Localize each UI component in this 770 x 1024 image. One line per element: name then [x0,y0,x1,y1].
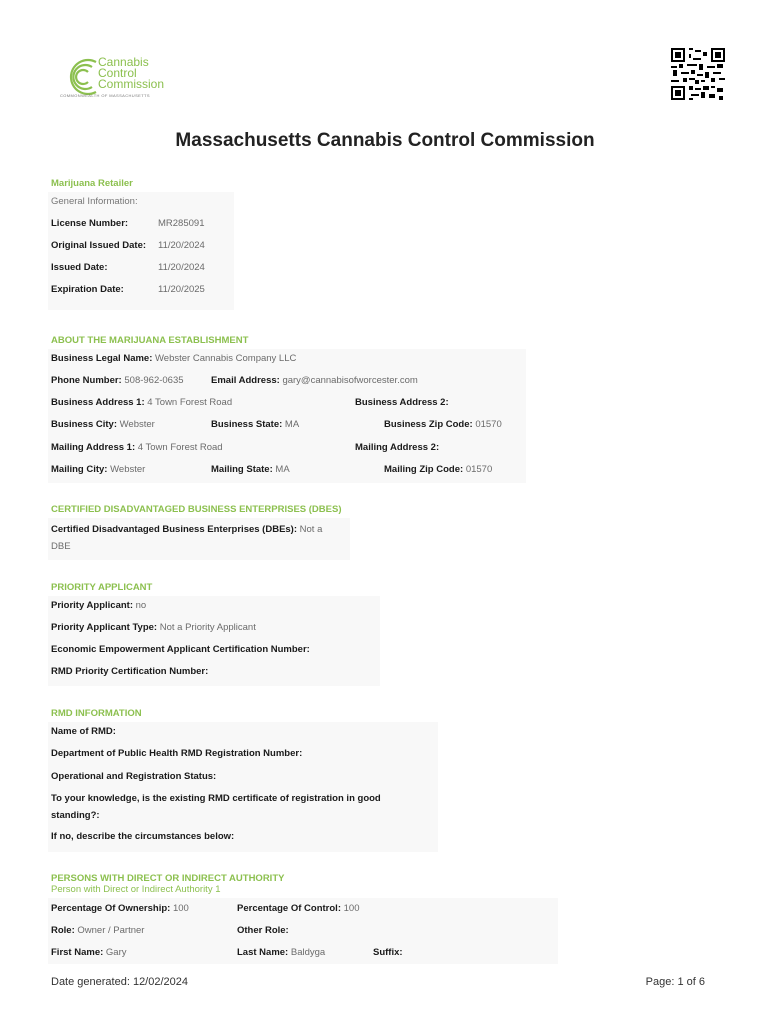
good-standing-label-continued: standing?: [51,810,100,821]
dph-registration-label: Department of Public Health RMD Registration Number: [51,748,303,759]
suffix-label: Suffix: [373,947,403,958]
operational-status-label: Operational and Registration Status: [51,771,217,782]
dbe-heading: CERTIFIED DISADVANTAGED BUSINESS ENTERPRISES (DBES) [51,504,342,515]
rmd-name-label: Name of RMD: [51,726,116,737]
expiration-date-value: 11/20/2025 [158,284,205,295]
business-address2-label: Business Address 2: [355,397,449,408]
priority-type-row: Priority Applicant Type: Not a Priority Applicant [51,622,256,633]
dbe-row: Certified Disadvantaged Business Enterprises (DBEs): Not a [51,524,323,535]
email-row: Email Address: gary@cannabisofworcester.com [211,375,418,386]
mailing-city-row: Mailing City: Webster [51,464,146,475]
priority-heading: PRIORITY APPLICANT [51,582,153,593]
expiration-date-label: Expiration Date: [51,284,124,295]
original-issued-value: 11/20/2024 [158,240,205,251]
qr-code [671,48,725,100]
ownership-row: Percentage Of Ownership: 100 [51,903,189,914]
describe-circumstances-label: If no, describe the circumstances below: [51,831,235,842]
date-generated: Date generated: 12/02/2024 [51,976,189,988]
issued-date-label: Issued Date: [51,262,108,273]
mailing-address1-row: Mailing Address 1: 4 Town Forest Road [51,442,223,453]
business-city-row: Business City: Webster [51,419,155,430]
persons-subheading: Person with Direct or Indirect Authority 1 [51,884,221,895]
business-address1-row: Business Address 1: 4 Town Forest Road [51,397,233,408]
mailing-state-row: Mailing State: MA [211,464,290,475]
business-state-row: Business State: MA [211,419,300,430]
ee-cert-label: Economic Empowerment Applicant Certification Number: [51,644,310,655]
license-category: Marijuana Retailer [51,178,133,189]
role-row: Role: Owner / Partner [51,925,145,936]
rmd-heading: RMD INFORMATION [51,708,142,719]
issued-date-value: 11/20/2024 [158,262,205,273]
last-name-row: Last Name: Baldyga [237,947,326,958]
dbe-value-continued: DBE [51,541,71,552]
business-zip-row: Business Zip Code: 01570 [384,419,502,430]
other-role-label: Other Role: [237,925,289,936]
general-info-label: General Information: [51,196,138,207]
good-standing-label: To your knowledge, is the existing RMD certificate of registration in good [51,793,381,804]
license-number-value: MR285091 [158,218,205,229]
mailing-address2-label: Mailing Address 2: [355,442,440,453]
logo-tagline: COMMONWEALTH OF MASSACHUSETTS [60,93,150,98]
logo-wordmark: Cannabis Control Commission [98,55,165,91]
control-row: Percentage Of Control: 100 [237,903,360,914]
phone-row: Phone Number: 508-962-0635 [51,375,184,386]
legal-name-row: Business Legal Name: Webster Cannabis Company LLC [51,353,297,364]
persons-heading: PERSONS WITH DIRECT OR INDIRECT AUTHORITY [51,873,285,884]
page-title: Massachusetts Cannabis Control Commission [175,130,595,151]
establishment-panel [48,349,526,483]
establishment-heading: ABOUT THE MARIJUANA ESTABLISHMENT [51,335,249,346]
mailing-zip-row: Mailing Zip Code: 01570 [384,464,493,475]
rmd-priority-cert-label: RMD Priority Certification Number: [51,666,209,677]
page-number: Page: 1 of 6 [645,976,705,988]
license-number-label: License Number: [51,218,129,229]
first-name-row: First Name: Gary [51,947,127,958]
original-issued-label: Original Issued Date: [51,240,147,251]
priority-applicant-row: Priority Applicant: no [51,600,147,611]
